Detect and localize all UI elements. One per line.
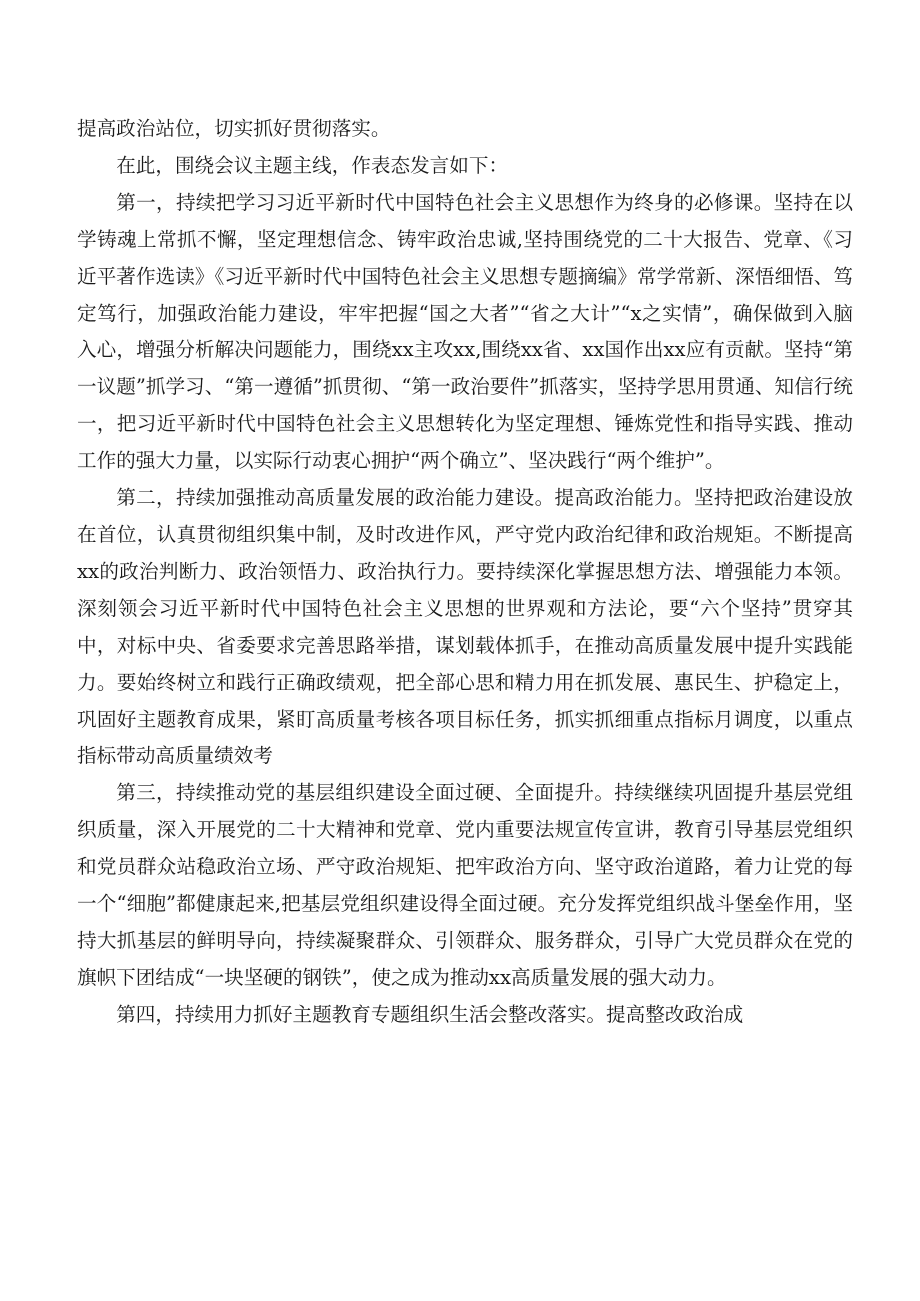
paragraph-fourth: 第四，持续用力抓好主题教育专题组织生活会整改落实。提高整改政治成 xyxy=(116,1002,744,1026)
paragraph-third: 第三，持续推动党的基层组织建设全面过硬、全面提升。持续继续巩固提升基层党组织质量，深入开展党的二十大精神和党章、党内重要法规宣传宣讲，教育引导基层党组织和党员群众站稳政治立场、严守政治规矩、把牢政治方向、坚守政治道路，着力让党的每一个“细胞”都健康起来,把基层党组织建设得全面过硬。充分发挥党组织战斗堡垒作用，坚持大抓基层的鲜明导向，持续凝聚群众、引领群众、服务群众，引导广大党员群众在党的旗帜下团结成“一块坚硬的钢铁”，使之成为推动xx高质量发展的强大动力。 xyxy=(77,781,853,989)
paragraph-continuation: 提高政治站位，切实抓好贯彻落实。 xyxy=(77,117,391,140)
paragraph-first: 第一，持续把学习习近平新时代中国特色社会主义思想作为终身的必修课。坚持在以学铸魂上常抓不懈，坚定理想信念、铸牢政治忠诚,坚持围绕党的二十大报告、党章、《习近平著作选读》《习近平新时代中国特色社会主义思想专题摘编》常学常新、深悟细悟、笃定笃行，加强政治能力建设，牢牢把握“国之大者”“省之大计”“x之实情”，确保做到入脑入心，增强分析解决问题能力，围绕xx主攻xx,围绕xx省、xx国作出xx应有贡献。坚持“第一议题”抓学习、“第一遵循”抓贯彻、“第一政治要件”抓落实，坚持学思用贯通、知信行统一，把习近平新时代中国特色社会主义思想转化为坚定理想、锤炼党性和指导实践、推动工作的强大力量，以实际行动衷心拥护“两个确立”、坚决践行“两个维护”。 xyxy=(77,190,853,473)
paragraph-intro: 在此，围绕会议主题主线，作表态发言如下： xyxy=(116,153,509,177)
paragraph-second: 第二，持续加强推动高质量发展的政治能力建设。提高政治能力。坚持把政治建设放在首位，认真贯彻组织集中制，及时改进作风，严守党内政治纪律和政治规矩。不断提高xx的政治判断力、政治领悟力、政治执行力。要持续深化掌握思想方法、增强能力本领。深刻领会习近平新时代中国特色社会主义思想的世界观和方法论，要“六个坚持”贯穿其中，对标中央、省委要求完善思路举措，谋划载体抓手，在推动高质量发展中提升实践能力。要始终树立和践行正确政绩观，把全部心思和精力用在抓发展、惠民生、护稳定上，巩固好主题教育成果，紧盯高质量考核各项目标任务，抓实抓细重点指标月调度，以重点指标带动高质量绩效考 xyxy=(77,486,853,768)
document-body xyxy=(77,111,853,1034)
